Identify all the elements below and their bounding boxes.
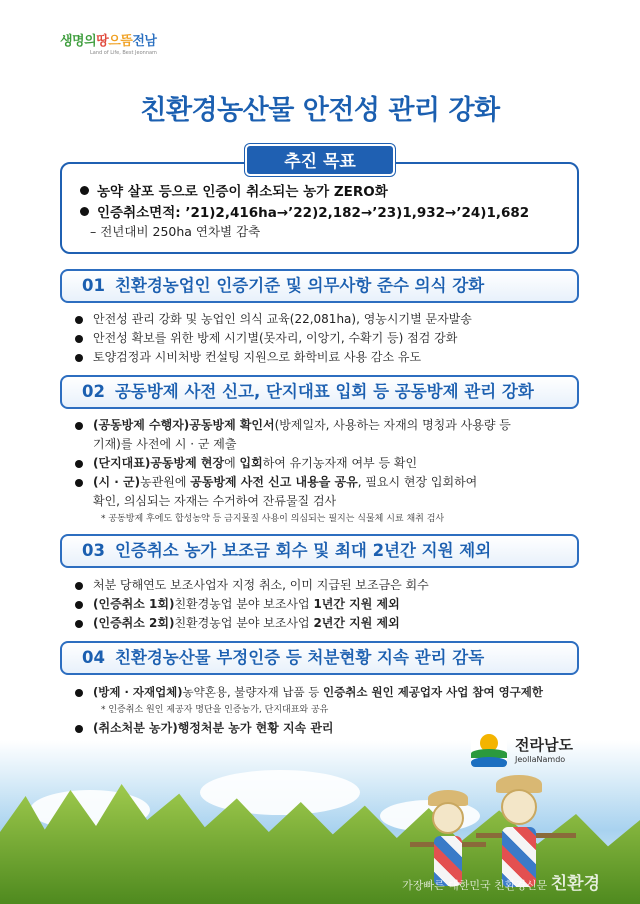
list-item xyxy=(75,473,575,511)
item-text: 친환경농업 분야 보조사업 xyxy=(174,616,314,630)
list-item xyxy=(75,454,575,473)
section-items-02 xyxy=(75,416,575,528)
item-text: 처분 당해연도 보조사업자 지정 취소, 이미 지급된 보조금은 회수 xyxy=(93,578,429,592)
section-items-03 xyxy=(75,576,575,633)
item-text: (방제일자, 사용하는 자재의 명칭과 사용량 등 xyxy=(274,418,511,432)
footnote: * 공동방제 후에도 합성농약 등 금지물질 사용이 의심되는 필지는 식물체 시료 채취 검사 xyxy=(101,514,445,524)
list-item xyxy=(75,416,575,454)
section-header-04 xyxy=(60,641,579,675)
logo-part-2: 땅 xyxy=(96,34,109,49)
item-bold: (방제 · 자재업체) xyxy=(93,685,183,699)
section-title: 인증취소 농가 보조금 회수 및 최대 2년간 지원 제외 xyxy=(114,541,492,560)
item-text: 안전성 관리 강화 및 농업인 의식 교육(22,081ha), 영농시기별 문자발송 xyxy=(93,312,472,326)
page-title: 친환경농산물 안전성 관리 강화 xyxy=(140,95,500,126)
section-title: 친환경농업인 인증기준 및 의무사항 준수 의식 강화 xyxy=(114,276,485,295)
jeollanamdo-wordmark xyxy=(515,734,573,764)
section-number: 01 xyxy=(82,276,105,295)
section-number: 02 xyxy=(82,382,105,401)
item-bold: (시 · 군) xyxy=(93,475,141,489)
item-bold: 1년간 지원 제외 xyxy=(313,597,400,611)
item-bold: 공동방제 사전 신고 내용을 공유 xyxy=(190,475,358,489)
item-bold: (인증취소 2회) xyxy=(93,616,175,630)
goal-line xyxy=(80,201,577,222)
section-number: 03 xyxy=(82,541,105,560)
logo-part-1: 생명의 xyxy=(60,34,97,49)
goal-text: 농약 살포 등으로 인증이 취소되는 농가 ZERO화 xyxy=(97,184,388,200)
jeollanamdo-emblem-icon xyxy=(471,731,507,767)
goal-line xyxy=(80,180,577,201)
goal-text: 인증취소면적: ’21)2,416ha→’22)2,182→’23)1,932→’24)1,682 xyxy=(97,205,530,221)
list-item xyxy=(75,683,575,702)
list-item xyxy=(75,348,575,367)
list-item xyxy=(75,576,575,595)
cloud xyxy=(200,770,360,815)
bullet-icon xyxy=(80,186,89,195)
jeonnam-slogan-logo xyxy=(60,30,157,56)
item-continuation: 확인, 의심되는 자재는 수거하여 잔류물질 검사 xyxy=(93,494,337,508)
section-items-04 xyxy=(75,683,575,738)
watermark-big: 친환경 xyxy=(550,874,600,894)
watermark-small: 가장빠른 대한민국 친환경신문 xyxy=(402,879,548,892)
item-text: 하여 유기농자재 여부 등 확인 xyxy=(262,456,418,470)
bullet-icon xyxy=(80,207,89,216)
item-bold: (단지대표)공동방제 현장 xyxy=(93,456,225,470)
item-bold: (취소처분 농가)행정처분 농가 현황 지속 관리 xyxy=(93,721,334,735)
goal-tab-label: 추진 목표 xyxy=(245,144,395,176)
list-item xyxy=(75,614,575,633)
list-item xyxy=(75,595,575,614)
item-bold: 인증취소 원인 제공업자 사업 참여 영구제한 xyxy=(323,685,544,699)
jeollanamdo-logo xyxy=(471,731,573,767)
section-title: 친환경농산물 부정인증 등 처분현황 지속 관리 감독 xyxy=(114,648,485,667)
section-items-01 xyxy=(75,310,575,367)
brand-english: JeollaNamdo xyxy=(515,755,566,764)
logo-part-4: 전남 xyxy=(132,34,157,49)
item-bold: (공동방제 수행자)공동방제 확인서 xyxy=(93,418,275,432)
section-header-03 xyxy=(60,534,579,568)
list-item xyxy=(75,329,575,348)
item-text: 농관원에 xyxy=(140,475,191,489)
item-bold: (인증취소 1회) xyxy=(93,597,175,611)
watermark xyxy=(402,869,600,894)
item-text: 안전성 확보를 위한 방제 시기별(못자리, 이앙기, 수확기 등) 점검 강화 xyxy=(93,331,458,345)
item-text: , 필요시 현장 입회하여 xyxy=(357,475,478,489)
item-text: 토양검정과 시비처방 컨설팅 지원으로 화학비료 사용 감소 유도 xyxy=(93,350,422,364)
section-number: 04 xyxy=(82,648,105,667)
section-header-02 xyxy=(60,375,579,409)
goal-subtext: – 전년대비 250ha 연차별 감축 xyxy=(90,224,261,239)
item-text: 친환경농업 분야 보조사업 xyxy=(174,597,314,611)
footnote: * 인증취소 원인 제공자 명단을 인증농가, 단지대표와 공유 xyxy=(101,705,329,715)
brand-korean: 전라남도 xyxy=(515,736,573,754)
list-item xyxy=(75,310,575,329)
item-bold: 입회 xyxy=(239,456,263,470)
item-continuation: 기재)를 사전에 시 · 군 제출 xyxy=(93,437,237,451)
logo-part-3: 으뜸 xyxy=(108,34,133,49)
logo-text xyxy=(60,30,157,49)
item-text: 농약혼용, 불량자재 납품 등 xyxy=(182,685,324,699)
section-header-01 xyxy=(60,269,579,303)
section-title: 공동방제 사전 신고, 단지대표 입회 등 공동방제 관리 강화 xyxy=(114,382,534,401)
item-bold: 2년간 지원 제외 xyxy=(313,616,400,630)
logo-subtitle: Land of Life, Best Jeonnam xyxy=(90,50,157,56)
item-text: 에 xyxy=(224,456,240,470)
